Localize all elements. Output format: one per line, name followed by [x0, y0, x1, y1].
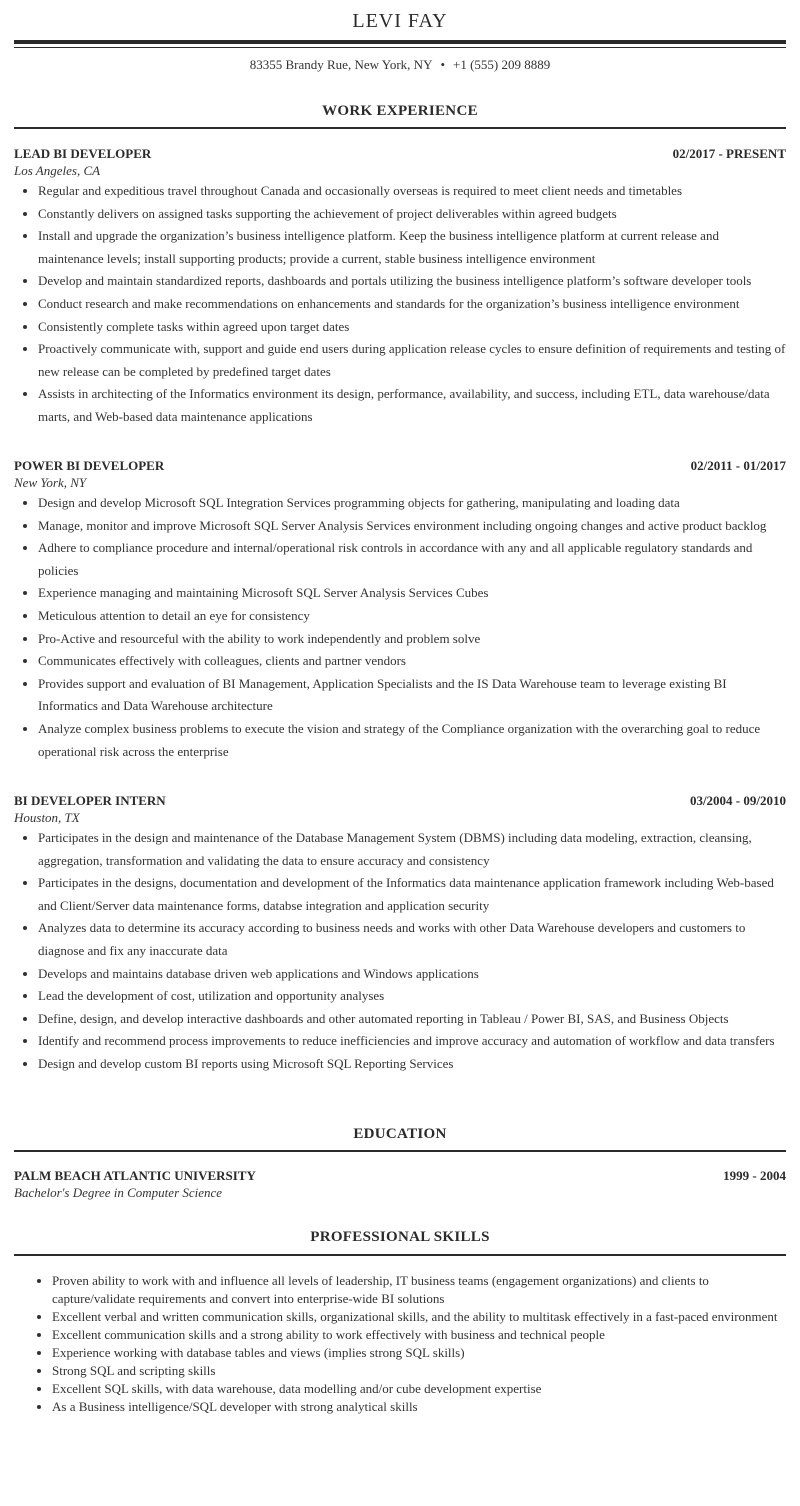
job-location: Los Angeles, CA	[14, 163, 101, 178]
section-rule-education	[14, 1150, 786, 1152]
address: 83355 Brandy Rue, New York, NY	[249, 57, 433, 72]
job-header	[14, 793, 786, 809]
list-item: • Assists in architecting of the Informatics environment its design, performance, availability, and success, including ETL, data warehouse/data marts, and Web-based data maintenance applications	[38, 383, 786, 428]
job-header	[14, 146, 786, 162]
job-dates: 02/2011 - 01/2017	[690, 458, 786, 473]
job-entry	[14, 793, 786, 1076]
list-item: • Experience working with database tables and views (implies strong SQL skills)	[52, 1344, 786, 1362]
school-name: PALM BEACH ATLANTIC UNIVERSITY	[14, 1168, 256, 1183]
header-rule-thick	[14, 40, 786, 44]
education-entry	[14, 1168, 786, 1202]
section-rule-skills	[14, 1254, 786, 1256]
list-item: • As a Business intelligence/SQL developer with strong analytical skills	[52, 1398, 786, 1416]
skills-list	[14, 1272, 786, 1416]
list-item: • Adhere to compliance procedure and internal/operational risk controls in accordance with any and all applicable regulatory standards and policies	[38, 537, 786, 582]
list-item: • Strong SQL and scripting skills	[52, 1362, 786, 1380]
job-bullets	[14, 492, 786, 763]
job-entry	[14, 146, 786, 429]
list-item: • Participates in the designs, documentation and development of the Informatics data maintenance application framework including Web-based and Client/Server data maintenance forms, databse integration and application security	[38, 872, 786, 917]
list-item: • Develop and maintain standardized reports, dashboards and portals utilizing the business intelligence platform’s software developer tools	[38, 270, 786, 293]
job-dates: 02/2017 - PRESENT	[672, 146, 786, 161]
job-dates: 03/2004 - 09/2010	[689, 793, 786, 808]
education-dates: 1999 - 2004	[723, 1168, 786, 1183]
list-item: • Constantly delivers on assigned tasks supporting the achievement of project deliverables within agreed budgets	[38, 203, 786, 226]
section-title-skills: PROFESSIONAL SKILLS	[310, 1229, 490, 1245]
contact-separator: •	[440, 57, 446, 72]
list-item: • Lead the development of cost, utilization and opportunity analyses	[38, 985, 786, 1008]
section-title-education: EDUCATION	[353, 1126, 447, 1142]
job-title: BI DEVELOPER INTERN	[14, 793, 166, 808]
list-item: • Manage, monitor and improve Microsoft SQL Server Analysis Services environment including ongoing changes and active product backlog	[38, 515, 786, 538]
list-item: • Provides support and evaluation of BI Management, Application Specialists and the IS Data Warehouse team to leverage existing BI Informatics and Data Warehouse architecture	[38, 673, 786, 718]
list-item: • Proactively communicate with, support and guide end users during application release cycles to ensure definition of requirements and testing of new release can be completed by predefined target dates	[38, 338, 786, 383]
list-item: • Analyze complex business problems to execute the vision and strategy of the Compliance organization with the overarching goal to reduce operational risk across the enterprise	[38, 718, 786, 763]
job-title: POWER BI DEVELOPER	[14, 458, 165, 473]
list-item: • Install and upgrade the organization’s business intelligence platform. Keep the business intelligence platform at current release and maintenance levels; install supporting products; provide a current, stable business intelligence environment	[38, 225, 786, 270]
list-item: • Participates in the design and maintenance of the Database Management System (DBMS) including data modeling, extraction, cleansing, aggregation, transformation and validating the data to ensure accuracy and consistency	[38, 827, 786, 872]
job-header	[14, 458, 786, 474]
list-item: • Excellent SQL skills, with data warehouse, data modelling and/or cube development expertise	[52, 1380, 786, 1398]
list-item: • Develops and maintains database driven web applications and Windows applications	[38, 963, 786, 986]
section-rule-work	[14, 127, 786, 129]
list-item: • Design and develop custom BI reports using Microsoft SQL Reporting Services	[38, 1053, 786, 1076]
list-item: • Analyzes data to determine its accuracy according to business needs and works with other Data Warehouse developers and customers to diagnose and fix any inaccurate data	[38, 917, 786, 962]
phone: +1 (555) 209 8889	[453, 57, 551, 72]
list-item: • Meticulous attention to detail an eye for consistency	[38, 605, 786, 628]
list-item: • Excellent communication skills and a strong ability to work effectively with business and technical people	[52, 1326, 786, 1344]
section-title-work: WORK EXPERIENCE	[322, 103, 478, 119]
list-item: • Experience managing and maintaining Microsoft SQL Server Analysis Services Cubes	[38, 582, 786, 605]
job-bullets	[14, 827, 786, 1076]
list-item: • Pro-Active and resourceful with the ability to work independently and problem solve	[38, 628, 786, 651]
candidate-name: LEVI FAY	[352, 10, 448, 32]
list-item: • Conduct research and make recommendations on enhancements and standards for the organization’s business intelligence environment	[38, 293, 786, 316]
job-location: New York, NY	[14, 475, 87, 490]
list-item: • Communicates effectively with colleagues, clients and partner vendors	[38, 650, 786, 673]
job-title: LEAD BI DEVELOPER	[14, 146, 152, 161]
list-item: • Regular and expeditious travel throughout Canada and occasionally overseas is required to meet client needs and timetables	[38, 180, 786, 203]
degree: Bachelor's Degree in Computer Science	[14, 1185, 223, 1200]
job-bullets	[14, 180, 786, 429]
education-header	[14, 1168, 786, 1184]
header-rule-thin	[14, 47, 786, 48]
skills-bullets	[14, 1272, 786, 1416]
list-item: • Identify and recommend process improvements to reduce inefficiencies and improve accuracy and automation of workflow and data transfers	[38, 1030, 786, 1053]
job-location: Houston, TX	[14, 810, 80, 825]
list-item: • Design and develop Microsoft SQL Integration Services programming objects for gathering, manipulating and loading data	[38, 492, 786, 515]
list-item: • Excellent verbal and written communication skills, organizational skills, and the ability to multitask effectively in a fast-paced environment	[52, 1308, 786, 1326]
list-item: • Consistently complete tasks within agreed upon target dates	[38, 316, 786, 339]
list-item: • Define, design, and develop interactive dashboards and other automated reporting in Tableau / Power BI, SAS, and Business Objects	[38, 1008, 786, 1031]
job-entry	[14, 458, 786, 763]
list-item: • Proven ability to work with and influence all levels of leadership, IT business teams (engagement organizations) and clients to capture/validate requirements and convert into enterprise-wide BI solutions	[52, 1272, 786, 1308]
contact-line	[0, 57, 800, 73]
